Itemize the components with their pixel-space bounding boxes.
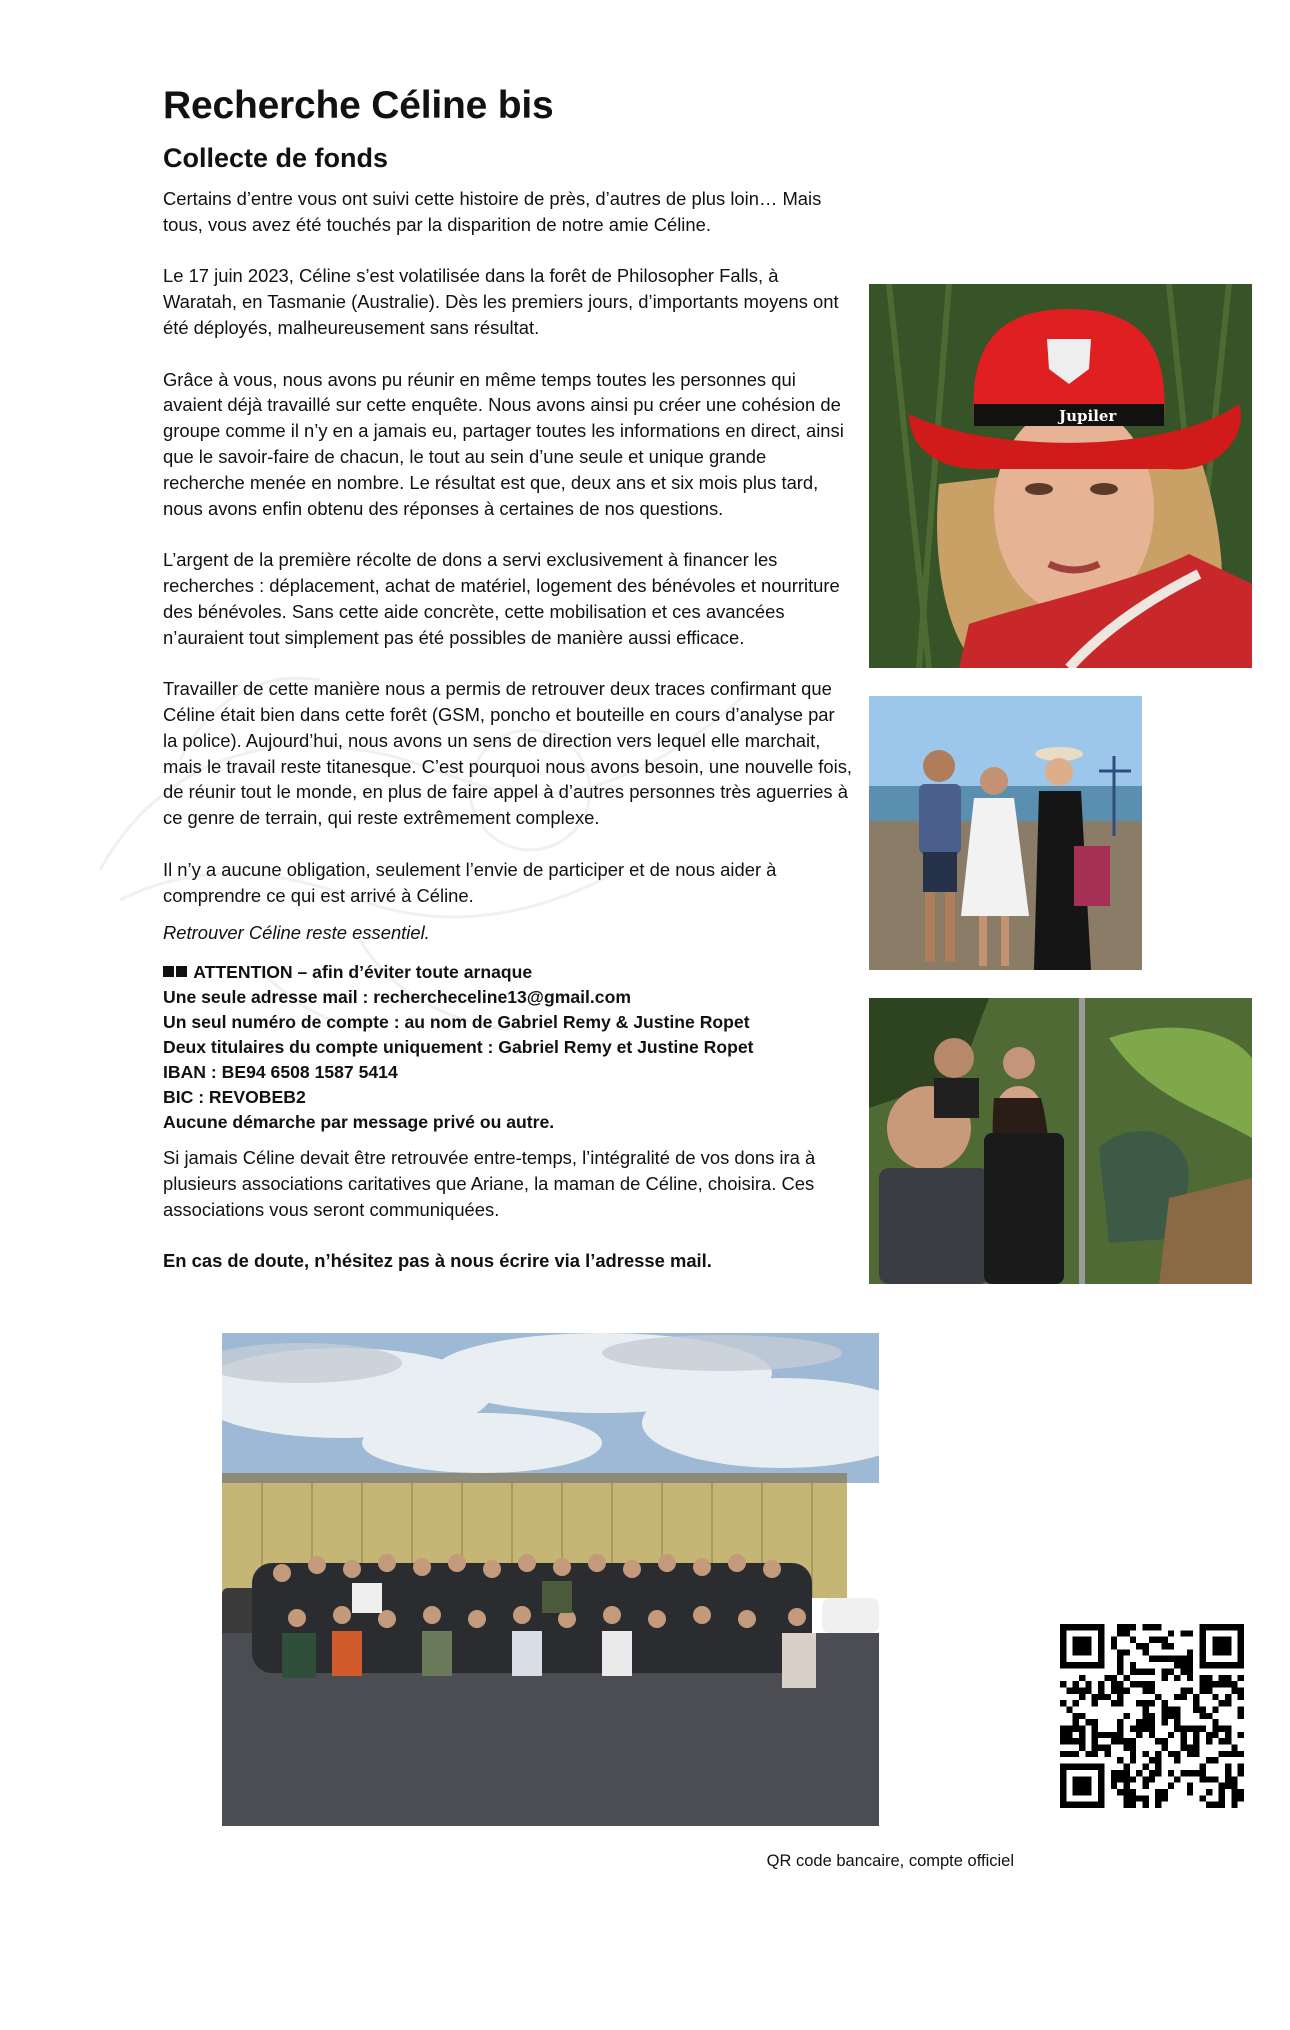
photo-forest-selfie: [869, 998, 1252, 1284]
bank-qr-code[interactable]: [1060, 1624, 1244, 1808]
text-column: [163, 80, 853, 1274]
paragraph-funds-use: L’argent de la première récolte de dons a servi exclusivement à financer les recherches : déplacement, achat de matériel, logement des bénévoles et nourriture des bénévoles. Sans cette aide concrète, cette mobilisation et ces avancées n’auraient tout simplement pas été possibles de manière aussi efficace.: [163, 549, 840, 648]
scam-warning-block: [163, 960, 853, 1135]
black-square-icon: [176, 966, 187, 977]
paragraph-disappearance: Le 17 juin 2023, Céline s’est volatilisée dans la forêt de Philosopher Falls, à Waratah, en Tasmanie (Australie). Dès les premiers jours, d’importants moyens ont été déployés, malheureusement sans résultat.: [163, 265, 839, 338]
warning-account: Un seul numéro de compte : au nom de Gabriel Remy & Justine Ropet: [163, 1012, 750, 1033]
warning-private: Aucune démarche par message privé ou autre.: [163, 1112, 555, 1133]
paragraph-traces: Travailler de cette manière nous a permis de retrouver deux traces confirmant que Céline était bien dans cette forêt (GSM, poncho et bouteille en cours d’analyse par la police). Aujourd’hui, nous avons un sens de direction vers lequel elle marchait, mais le travail reste titanesque. C’est pourquoi nous avons besoin, une nouvelle fois, de réunir tout le monde, en plus de faire appel à d’autres personnes très aguerries à ce genre de terrain, qui reste extrêmement complexe.: [163, 678, 853, 829]
paragraph-charity: Si jamais Céline devait être retrouvée entre-temps, l’intégralité de vos dons ira à plusieurs associations caritatives que Ariane, la maman de Céline, choisira. Ces associations vous seront communiquées.: [163, 1147, 816, 1220]
hat-band-text: Jupiler: [1059, 407, 1117, 425]
qr-caption: QR code bancaire, compte officiel: [766, 1852, 1014, 1870]
closing-line: En cas de doute, n’hésitez pas à nous écrire via l’adresse mail.: [163, 1250, 712, 1272]
italic-motto: Retrouver Céline reste essentiel.: [163, 922, 430, 944]
photo-celine-red-hat: [869, 284, 1252, 668]
paragraph-no-obligation: Il n’y a aucune obligation, seulement l’envie de participer et de nous aider à comprendre ce qui est arrivé à Céline.: [163, 858, 777, 906]
page-title: Recherche Céline bis: [163, 84, 554, 127]
photo-harbour-group: [869, 696, 1142, 970]
qr-finder-pattern: [1060, 1624, 1104, 1668]
warning-heading-text: ATTENTION – afin d’éviter toute arnaque: [193, 962, 533, 983]
warning-holders: Deux titulaires du compte uniquement : Gabriel Remy et Justine Ropet: [163, 1037, 754, 1058]
page-subtitle: Collecte de fonds: [163, 143, 389, 173]
paragraph-cohesion: Grâce à vous, nous avons pu réunir en même temps toutes les personnes qui avaient déjà travaillé sur cette enquête. Nous avons ainsi pu créer une cohésion de groupe comme il n’y en a jamais eu, partager toutes les informations en direct, ainsi que le savoir-faire de chacun, le tout au sein d’une seule et unique grande recherche menée en nombre. Le résultat est que, deux ans et six mois plus tard, nous avons enfin obtenu des réponses à certaines de nos questions.: [163, 368, 844, 519]
paragraph-intro: Certains d’entre vous ont suivi cette histoire de près, d’autres de plus loin… Mais tous, vous avez été touchés par la disparition de notre amie Céline.: [163, 188, 822, 235]
photo-volunteer-group: [222, 1333, 879, 1826]
qr-finder-pattern: [1060, 1764, 1104, 1808]
warning-email: Une seule adresse mail : rechercheceline13@gmail.com: [163, 987, 631, 1008]
qr-finder-pattern: [1200, 1624, 1244, 1668]
warning-bic: BIC : REVOBEB2: [163, 1087, 306, 1108]
warning-heading: [163, 960, 853, 985]
warning-iban: IBAN : BE94 6508 1587 5414: [163, 1062, 398, 1083]
black-square-icon: [163, 966, 174, 977]
